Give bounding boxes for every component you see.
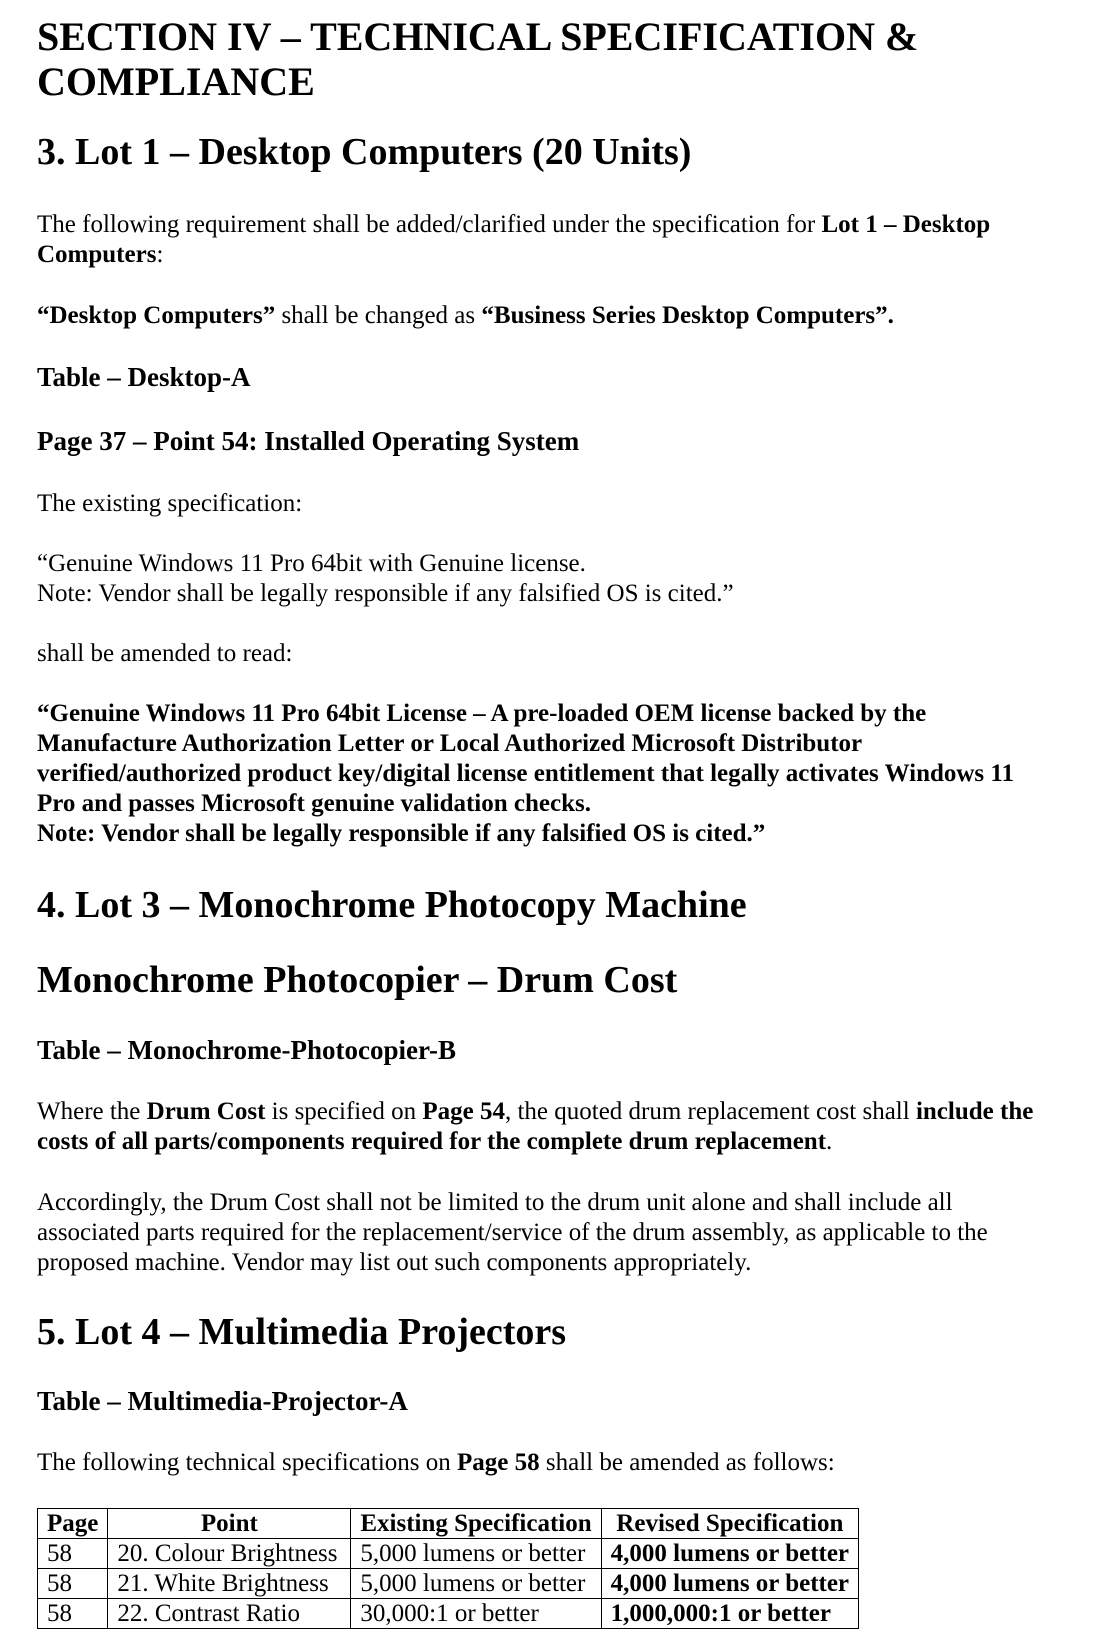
lot3-para1-text4: . (826, 1128, 833, 1155)
lot4-intro-text2: shall be amended as follows: (539, 1449, 835, 1476)
lot1-intro-colon: : (156, 241, 164, 268)
lot3-heading: 4. Lot 3 – Monochrome Photocopy Machine (37, 884, 747, 926)
lot3-subheading: Monochrome Photocopier – Drum Cost (37, 959, 678, 1001)
cell-page: 58 (38, 1599, 108, 1629)
lot1-existing-label: The existing specification: (37, 490, 303, 517)
table-row (38, 1539, 859, 1569)
cell-point: 21. White Brightness (108, 1569, 351, 1599)
cell-point: 20. Colour Brightness (108, 1539, 351, 1569)
column-header-revised: Revised Specification (601, 1509, 858, 1539)
lot1-heading: 3. Lot 1 – Desktop Computers (20 Units) (37, 131, 692, 173)
cell-revised: 4,000 lumens or better (601, 1539, 858, 1569)
cell-point: 22. Contrast Ratio (108, 1599, 351, 1629)
lot1-change (37, 301, 894, 331)
lot3-para1-text2: is specified on (265, 1098, 423, 1125)
lot1-change-text: shall be changed as (275, 302, 482, 329)
lot3-para1-bold2: Page 54 (422, 1098, 505, 1125)
lot3-para1-text1: Where the (37, 1098, 147, 1125)
cell-revised: 1,000,000:1 or better (601, 1599, 858, 1629)
column-header-point: Point (108, 1509, 351, 1539)
table-row (38, 1569, 859, 1599)
lot3-para2: Accordingly, the Drum Cost shall not be limited to the drum unit alone and shall include all associated parts required for the replacement/service of the drum assembly, as applicable to the proposed machine. Vendor may list out such components appropriately. (37, 1189, 988, 1276)
lot1-amended-note: Note: Vendor shall be legally responsible if any falsified OS is cited.” (37, 820, 766, 847)
cell-existing: 5,000 lumens or better (351, 1569, 601, 1599)
lot3-para1-bold1: Drum Cost (146, 1098, 266, 1125)
lot1-amended-text: “Genuine Windows 11 Pro 64bit License – A pre-loaded OEM license backed by the Manufacture Authorization Letter or Local Authorized Microsoft Distributor verified/authorized product key/digital license entitlement that legally activates Windows 11 Pro and passes Microsoft genuine validation checks. (37, 700, 1015, 817)
lot1-intro-text: The following requirement shall be added/clarified under the specification for (37, 211, 822, 238)
cell-existing: 5,000 lumens or better (351, 1539, 601, 1569)
lot1-amended-label: shall be amended to read: (37, 640, 293, 667)
cell-revised: 4,000 lumens or better (601, 1569, 858, 1599)
lot4-intro-text1: The following technical specifications on (37, 1449, 458, 1476)
lot3-table-label: Table – Monochrome-Photocopier-B (37, 1035, 456, 1065)
lot4-table-label: Table – Multimedia-Projector-A (37, 1386, 408, 1416)
lot1-intro (37, 210, 1052, 270)
lot1-table-label: Table – Desktop-A (37, 362, 251, 392)
lot4-intro-bold: Page 58 (457, 1449, 540, 1476)
lot1-existing-line2: Note: Vendor shall be legally responsible if any falsified OS is cited.” (37, 580, 734, 607)
lot1-change-old: “Desktop Computers” (37, 302, 276, 329)
column-header-page: Page (38, 1509, 108, 1539)
cell-existing: 30,000:1 or better (351, 1599, 601, 1629)
lot3-para1 (37, 1097, 1052, 1157)
table-header-row (38, 1509, 859, 1539)
lot1-change-new: “Business Series Desktop Computers”. (481, 302, 894, 329)
lot3-para1-bold3: include the costs of all parts/components required for the complete drum replacement (37, 1098, 1034, 1155)
lot1-existing-line1: “Genuine Windows 11 Pro 64bit with Genuine license. (37, 550, 586, 577)
lot4-intro (37, 1448, 835, 1478)
section-title: SECTION IV – TECHNICAL SPECIFICATION & COMPLIANCE (37, 14, 919, 104)
cell-page: 58 (38, 1569, 108, 1599)
lot3-para1-text3: , the quoted drum replacement cost shall (504, 1098, 916, 1125)
cell-page: 58 (38, 1539, 108, 1569)
lot1-intro-bold: Lot 1 – Desktop Computers (37, 211, 991, 268)
lot1-point-heading: Page 37 – Point 54: Installed Operating System (37, 426, 580, 456)
projector-spec-table (37, 1508, 859, 1629)
lot4-heading: 5. Lot 4 – Multimedia Projectors (37, 1311, 567, 1353)
table-row (38, 1599, 859, 1629)
column-header-existing: Existing Specification (351, 1509, 601, 1539)
